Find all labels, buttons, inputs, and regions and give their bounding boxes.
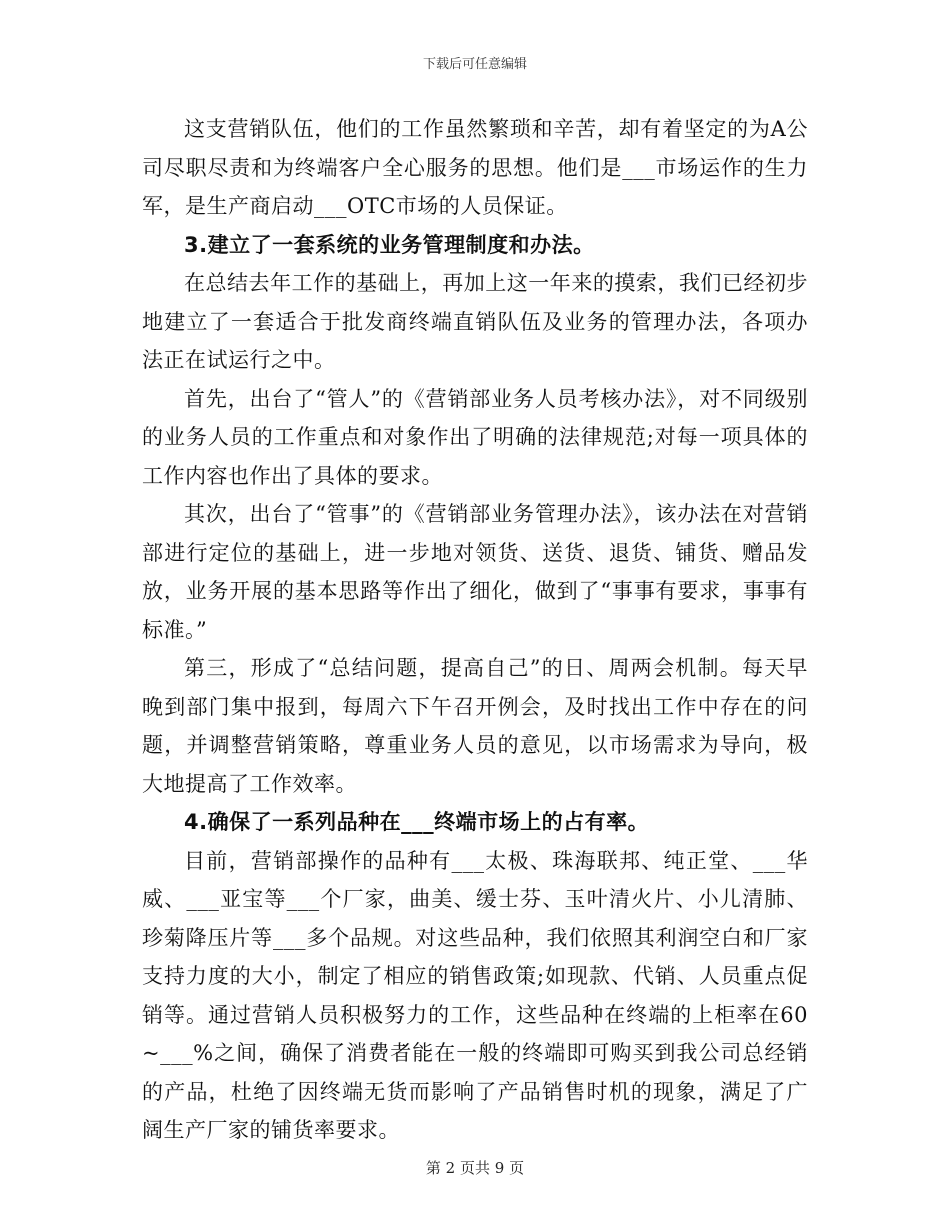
document-body — [142, 110, 808, 1150]
paragraph-third: 第三，形成了“总结问题，提高自己”的日、周两会机制。每天早晚到部门集中报到，每周六下午召开例会，及时找出工作中存在的问题，并调整营销策略，尊重业务人员的意见，以市场需求为导向，极大地提高了工作效率。 — [142, 656, 808, 796]
paragraph-sales-team: 这支营销队伍，他们的工作虽然繁琐和辛苦，却有着坚定的为A公司尽职尽责和为终端客户全心服务的思想。他们是___市场运作的生力军，是生产商启动___OTC市场的人员保证。 — [142, 117, 808, 218]
page-header: 下载后可任意编辑 — [422, 57, 527, 72]
paragraph-first: 首先，出台了“管人”的《营销部业务人员考核办法》，对不同级别的业务人员的工作重点和对象作出了明确的法律规范;对每一项具体的工作内容也作出了具体的要求。 — [142, 386, 808, 488]
paragraph-management-system: 在总结去年工作的基础上，再加上这一年来的摸索，我们已经初步地建立了一套适合于批发商终端直销队伍及业务的管理办法，各项办法正在试运行之中。 — [142, 271, 808, 372]
paragraph-second: 其次，出台了“管事”的《营销部业务管理办法》，该办法在对营销部进行定位的基础上，进一步地对领货、送货、退货、铺货、赠品发放，业务开展的基本思路等作出了细化，做到了“事事有要求，事事有标准。” — [142, 502, 808, 642]
section-heading-3: 3.建立了一套系统的业务管理制度和办法。 — [184, 232, 595, 257]
paragraph-products: 目前，营销部操作的品种有___太极、珠海联邦、纯正堂、___华威、___亚宝等___个厂家，曲美、缓士芬、玉叶清火片、小儿清肺、珍菊降压片等___多个品规。对这些品种，我们依照其利润空白和厂家支持力度的大小，制定了相应的销售政策;如现款、代销、人员重点促销等。通过营销人员积极努力的工作，这些品种在终端的上柜率在60~___%之间，确保了消费者能在一般的终端即可购买到我公司总经销的产品，杜绝了因终端无货而影响了产品销售时机的现象，满足了广阔生产厂家的铺货率要求。 — [142, 848, 808, 1142]
page-footer: 第 2 页共 9 页 — [425, 1159, 525, 1177]
section-heading-4: 4.确保了一系列品种在___终端市场上的占有率。 — [184, 810, 650, 834]
